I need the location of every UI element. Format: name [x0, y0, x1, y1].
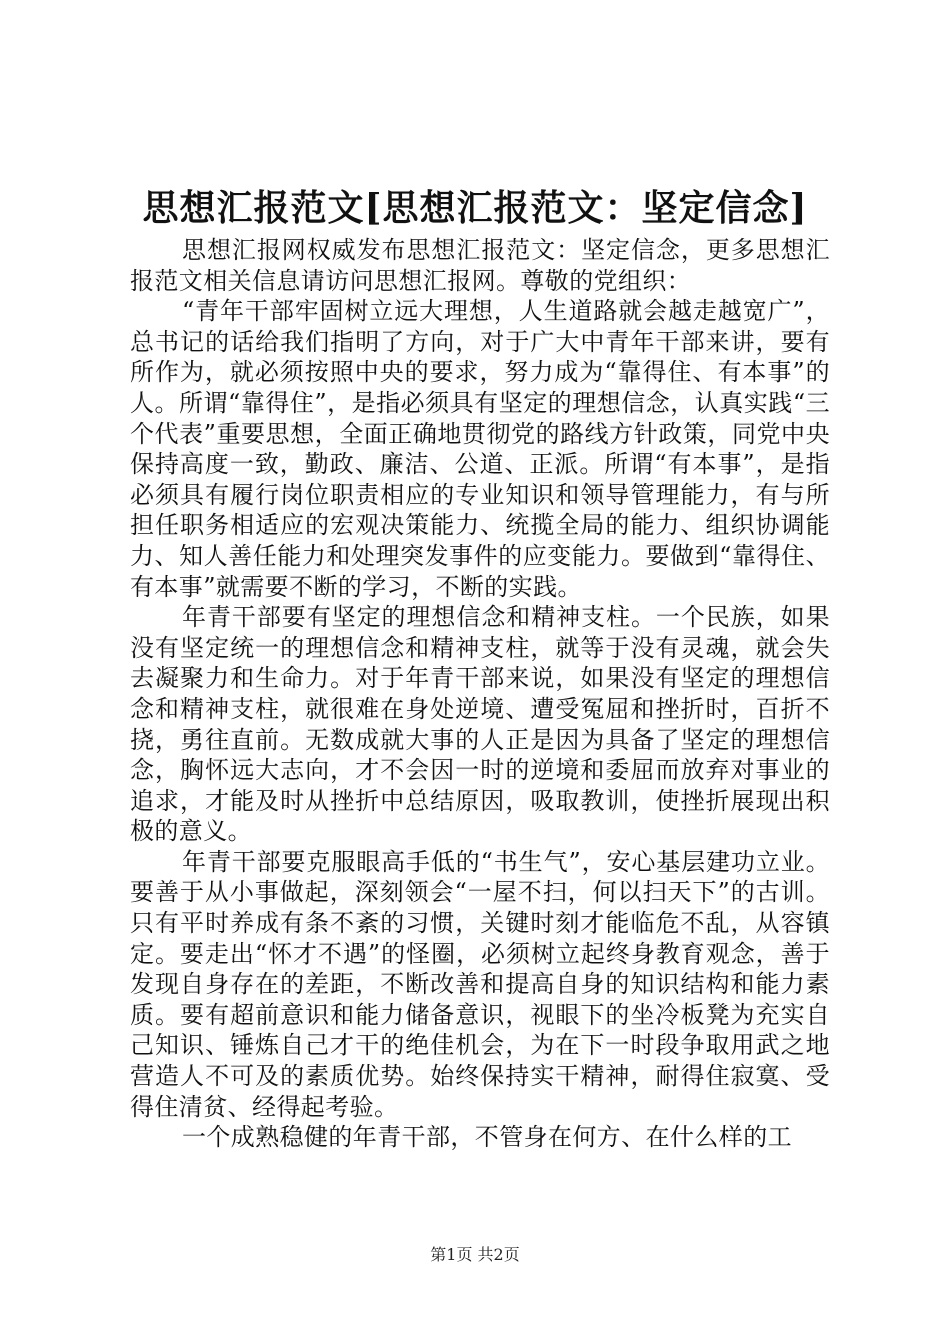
paragraph-intro: 思想汇报网权威发布思想汇报范文：坚定信念，更多思想汇报范文相关信息请访问思想汇报网。尊敬的党组织： — [130, 236, 830, 295]
page-number-footer: 第1页 共2页 — [430, 1245, 520, 1264]
document-body — [130, 235, 830, 1153]
paragraph-mature-cadre: 一个成熟稳健的年青干部，不管身在何方、在什么样的工 — [182, 1123, 792, 1152]
page-title: 思想汇报范文[思想汇报范文：坚定信念] — [142, 187, 808, 229]
paragraph-ideals: 年青干部要有坚定的理想信念和精神支柱。一个民族，如果没有坚定统一的理想信念和精神支柱，就等于没有灵魂，就会失去凝聚力和生命力。对于年青干部来说，如果没有坚定的理想信念和精神支柱，就很难在身处逆境、遭受冤屈和挫折时，百折不挠，勇往直前。无数成就大事的人正是因为具备了坚定的理想信念，胸怀远大志向，才不会因一时的逆境和委屈而放弃对事业的追求，才能及时从挫折中总结原因，吸取教训，使挫折展现出积极的意义。 — [130, 603, 830, 846]
paragraph-grassroots: 年青干部要克服眼高手低的“书生气”，安心基层建功立业。要善于从小事做起，深刻领会“一屋不扫，何以扫天下”的古训。只有平时养成有条不紊的习惯，关键时刻才能临危不乱，从容镇定。要走出“怀才不遇”的怪圈，必须树立起终身教育观念，善于发现自身存在的差距，不断改善和提高自身的知识结构和能力素质。要有超前意识和能力储备意识，视眼下的坐冷板凳为充实自己知识、锤炼自己才干的绝佳机会，为在下一时段争取用武之地营造人不可及的素质优势。始终保持实干精神，耐得住寂寞、受得住清贫、经得起考验。 — [130, 847, 830, 1121]
paragraph-quote: “青年干部牢固树立远大理想，人生道路就会越走越宽广”，总书记的话给我们指明了方向，对于广大中青年干部来讲，要有所作为，就必须按照中央的要求，努力成为“靠得住、有本事”的人。所谓“靠得住”，是指必须具有坚定的理想信念，认真实践“三个代表”重要思想，全面正确地贯彻党的路线方针政策，同党中央保持高度一致，勤政、廉洁、公道、正派。所谓“有本事”，是指必须具有履行岗位职责相应的专业知识和领导管理能力，有与所担任职务相适应的宏观决策能力、统揽全局的能力、组织协调能力、知人善任能力和处理突发事件的应变能力。要做到“靠得住、有本事”就需要不断的学习，不断的实践。 — [130, 297, 830, 601]
